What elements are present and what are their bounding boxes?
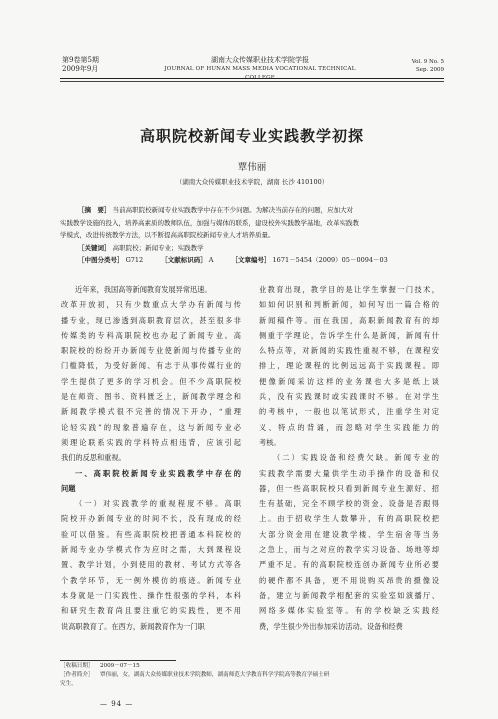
body-text-line: 排上，理论课程的比例远远高于实践课程。即	[259, 361, 439, 371]
keywords-line	[60, 242, 446, 255]
header-volume-en: Vol. 9 No. 5	[411, 59, 444, 65]
body-text-line: 近年来，我国高等新闻教育发展异常迅速。	[75, 285, 212, 294]
footnote	[60, 662, 446, 689]
body-text-line: 侧重于学理论，告诉学生什么是新闻，新闻有什	[259, 330, 439, 340]
received-date: 2009－07－15	[100, 663, 140, 669]
article-author: 覃伟丽	[237, 162, 267, 173]
body-text-line: 么特点等，对新闻的实践性重视不够，在课程安	[259, 346, 439, 356]
body-text-line: 业教育出现，教学目的是让学生掌握一门技术，	[259, 285, 439, 294]
body-text-line: 大部分资金用在建设教学楼、学生宿舍等当务	[259, 529, 439, 539]
body-text-line: 新闻专业办学模式作为应时之需，大到课程设	[61, 545, 241, 555]
body-text-line: 个教学环节，无一例外模仿的痕迹。新闻专业	[61, 575, 241, 585]
body-text-line: （二）实践设备和经费欠缺。新闻专业的	[273, 453, 439, 463]
header-date-en: Sep. 2009	[415, 67, 444, 73]
body-text-line: 器，但一些高职院校只看到新闻专业生源好、招	[259, 483, 439, 493]
received-line	[60, 662, 446, 671]
body-text-line: 费，学生很少外出参加采访活动。设备和经费	[259, 621, 403, 631]
author-intro: 覃伟丽，女，湖南大众传媒职业技术学院教师，湖南师范大学教育科学学院高等教育学硕士研	[100, 672, 330, 678]
body-text-line: 传媒类的专科高职院校也办起了新闻专业。高	[61, 330, 241, 340]
body-text-line: 一、高职院校新闻专业实践教学中存在的	[75, 468, 241, 478]
body-text-line: 如如何识别和判断新闻，如何写出一篇合格的	[259, 300, 439, 310]
body-column-left	[61, 282, 241, 634]
header-issue-en	[412, 58, 444, 74]
body-text-line: 我们的反思和重视。	[61, 453, 126, 463]
body-text-line: 论轻实践”的现象普遍存在，这与新闻专业必	[61, 422, 241, 432]
abstract-block	[60, 204, 446, 267]
header-date: 2009年9月	[62, 65, 99, 73]
body-text-line: 本身就是一门实践性、操作性很强的学科，本科	[61, 590, 241, 600]
body-text-line: 之急上，而与之对应的教学实习设备、场地等却	[259, 545, 439, 555]
footnote-rule	[60, 660, 176, 661]
clc-value: G712	[125, 256, 144, 264]
body-text-line: 院校开办新闻专业的时间不长，没有现成的经	[61, 514, 241, 524]
body-text-line: 兵，没有实践课时或实践课时不够。在对学生	[259, 392, 439, 402]
author-intro-cont: 究生。	[60, 681, 77, 687]
keywords-label: ［关键词］	[78, 243, 111, 252]
body-text-line: 上。由于招收学生人数攀升，有的高职院校把	[259, 514, 439, 524]
body-text-line: 职院校的纷纷开办新闻专业使新闻与传播专业的	[61, 346, 241, 356]
body-text-line: （一）对实践教学的重视程度不够。高职	[75, 499, 241, 509]
body-text-line: 便像新闻采访这样的业务课也大多是纸上谈	[259, 376, 439, 386]
body-text-line: 学生提供了更多的学习机会。但不少高职院校	[61, 376, 241, 386]
doc-code-value: A	[208, 256, 214, 264]
body-text-line: 的硬件都不具备，更不用说购买昂贵的摄像设	[259, 575, 439, 585]
journal-title-cn: 湖南大众传媒职业技术学院学报	[211, 56, 309, 64]
body-text-line: 说高职教育了。在西方，新闻教育作为一门职	[61, 621, 205, 631]
header-rule	[60, 78, 444, 79]
body-text-line: 是在师资、图书、资料匮乏上，新闻教学理念和	[61, 392, 241, 402]
article-affiliation: （湖南大众传媒职业技术学院，湖南 长沙 410100）	[175, 178, 329, 186]
abstract-line: ［摘 要］ 当前高职院校新闻专业实践教学中存在不少问题。为解决当前存在的问题，应加大对	[78, 206, 354, 214]
body-text-line: 验可以借鉴。有些高职院校把普通本科院校的	[61, 529, 241, 539]
author-intro-line	[60, 671, 446, 680]
author-intro-label: ［作者简介］	[60, 672, 94, 678]
body-text-line: 生有基础，完全不顾学校的资金、设备是否跟得	[259, 499, 439, 509]
body-text-line: 问题	[61, 483, 76, 493]
abstract-line: 学模式，改进传统教学方法，以不断提高高职院校新闻专业人才培养质量。	[60, 231, 275, 239]
body-text-line: 义、特点的背诵，而忽略对学生实践能力的	[259, 422, 439, 432]
received-label: ［收稿日期］	[60, 663, 94, 669]
body-text-line: 备，建立与新闻教学相配套的实验室如演播厅、	[259, 590, 439, 600]
journal-title-en: JOURNAL OF HUNAN MASS MEDIA VOCATIONAL TECHNICAL COLLEGE	[164, 66, 356, 81]
body-text-line: 播专业，现已渗透到高职教育层次，甚至很多非	[61, 315, 241, 325]
body-text-line: 考核。	[259, 437, 281, 447]
body-text-line: 门槛降低，为受好新闻、有志于从事传媒行业的	[61, 361, 241, 371]
body-text-line: 和研究生教育尚且要注重它的实践性，更不用	[61, 606, 241, 616]
article-title: 高职院校新闻专业实践教学初探	[139, 127, 364, 145]
header-volume: 第9卷第5期	[62, 56, 99, 64]
body-text-line: 严重不足。有的高职院校连创办新闻专业所必要	[259, 560, 439, 570]
classification-line	[60, 254, 446, 267]
abstract-line: 实践教学设施的投入，培养高素质的教师队伍，加强与媒体的联系，建设校外实践教学基地，改革实践教	[60, 218, 359, 227]
body-text-line: 网络多媒体实验室等。有的学校缺乏实践经	[259, 606, 439, 616]
body-text-line: 须理论联系实践的学科特点相违背，应该引起	[61, 437, 241, 447]
header-rule-thin	[60, 81, 444, 82]
article-no-label: ［文章编号］	[231, 256, 271, 264]
body-column-right	[259, 282, 439, 634]
abstract-label: ［摘 要］	[78, 206, 111, 214]
body-text-line: 实践教学需要大量供学生动手操作的设备和仪	[259, 468, 439, 478]
body-text-line: 改革开放初，只有少数重点大学办有新闻与传	[61, 300, 241, 310]
clc-label: ［中图分类号］	[78, 256, 124, 264]
doc-code-label: ［文献标识码］	[161, 256, 207, 264]
body-text-line: 新闻稿件等。而在我国，高职新闻教育有的却	[259, 315, 439, 325]
article-no-value: 1671－5454（2009）05－0094－03	[272, 256, 388, 264]
body-text-line: 的考核中，一般也以笔试形式，注重学生对定	[259, 407, 439, 417]
body-text-line: 新闻教学模式很不完善的情况下开办，“重理	[61, 407, 241, 417]
keywords: 高职院校；新闻专业；实践教学	[112, 243, 204, 252]
header-issue	[62, 56, 99, 74]
body-text-line: 置、教学计划，小到使用的教材、考试方式等各	[61, 560, 241, 570]
page-number: — 94 —	[100, 700, 134, 708]
